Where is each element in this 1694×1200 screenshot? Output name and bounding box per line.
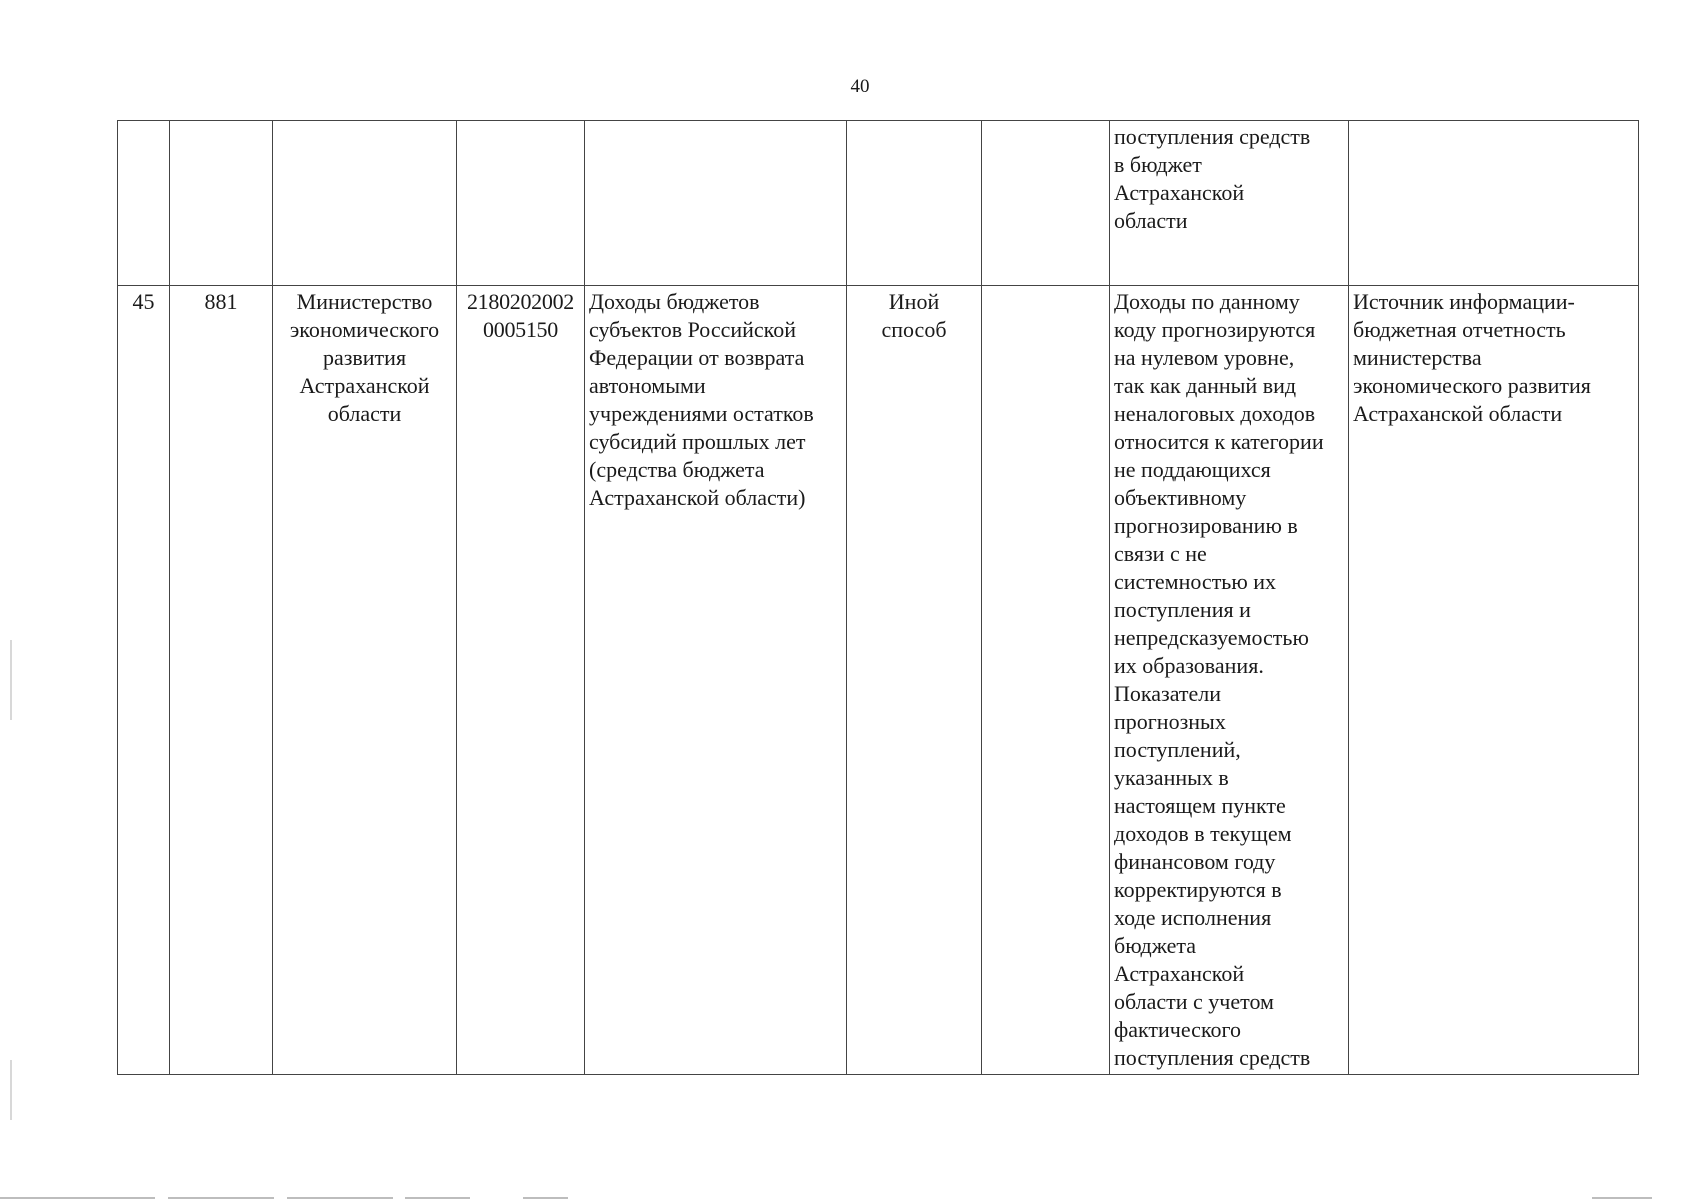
cell-administrator — [273, 121, 457, 286]
income-name-text: Доходы бюджетов субъектов Российской Федерации от возврата автономыми учреждениями остатков субсидий прошлых лет (средства бюджета Астраханской области) — [589, 289, 814, 510]
table-row-continuation — [118, 121, 1639, 286]
cell-admin-code — [170, 286, 273, 1075]
administrator-text: Министерство экономического развития Астраханской области — [289, 289, 440, 426]
cell-budget-code — [457, 121, 585, 286]
method-description-text: Доходы по данному коду прогнозируются на нулевом уровне, так как данный вид неналоговых доходов относится к категории не поддающихся объективному прогнозированию в связи с не системностью их поступления и непредсказуемостью их образования. Показатели прогнозных поступлений, указанных в настоящем пункте доходов в текущем финансовом году корректируются в ходе исполнения бюджета Астраханской области с учетом фактического поступления средств — [1114, 289, 1324, 1070]
budget-code-text: 2180202002 0005150 — [466, 289, 574, 342]
row-number: 45 — [132, 289, 155, 314]
cell-method-description — [1110, 121, 1349, 286]
scan-artifact-line — [523, 1197, 568, 1199]
method-description-text: поступления средств в бюджет Астраханской области — [1114, 124, 1311, 233]
scan-artifact-line — [1592, 1197, 1652, 1199]
cell-info-source — [1349, 286, 1639, 1075]
scan-artifact-line — [0, 1197, 155, 1199]
revenue-forecast-table — [117, 120, 1639, 1075]
cell-method-description — [1110, 286, 1349, 1075]
cell-income-name — [585, 121, 847, 286]
cell-info-source — [1349, 121, 1639, 286]
scan-artifact-edge — [10, 640, 12, 720]
scan-artifact-line — [287, 1197, 393, 1199]
cell-method — [847, 286, 982, 1075]
cell-formula — [982, 286, 1110, 1075]
cell-number — [118, 286, 170, 1075]
method-text: Иной способ — [881, 289, 947, 342]
cell-budget-code — [457, 286, 585, 1075]
cell-administrator — [273, 286, 457, 1075]
table-row — [118, 286, 1639, 1075]
page-number: 40 — [850, 76, 870, 97]
cell-method — [847, 121, 982, 286]
scan-artifact-line — [405, 1197, 470, 1199]
info-source-text: Источник информации- бюджетная отчетность министерства экономического развития Астраханской области — [1353, 289, 1591, 426]
admin-code-text: 881 — [204, 289, 238, 314]
cell-income-name — [585, 286, 847, 1075]
scan-artifact-line — [168, 1197, 274, 1199]
cell-number — [118, 121, 170, 286]
cell-formula — [982, 121, 1110, 286]
scan-artifact-edge — [10, 1060, 12, 1120]
cell-admin-code — [170, 121, 273, 286]
